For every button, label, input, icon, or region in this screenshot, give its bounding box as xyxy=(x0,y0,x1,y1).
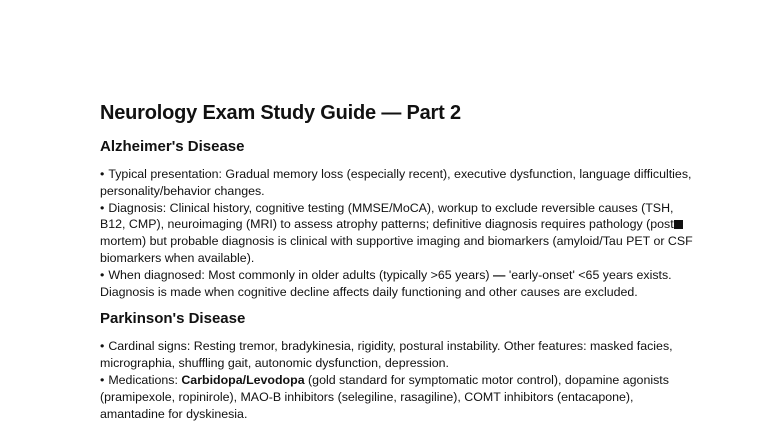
bullet-text: When diagnosed: Most commonly in older adults (typically >65 years) xyxy=(108,267,490,282)
bullet-icon: • xyxy=(100,339,105,354)
section-heading-parkinsons: Parkinson's Disease xyxy=(100,310,246,328)
bullet-text: mortem) but probable diagnosis is clinical with supportive imaging and biomarkers (amyloid/Tau PET or CSF biomarkers when available). xyxy=(100,234,693,265)
bullet-text: Diagnosis: Clinical history, cognitive testing (MMSE/MoCA), workup to exclude reversible causes (TSH, B12, CMP), neuroimaging (MRI) to assess atrophy patterns; definitive diagnosis requires pathology (post xyxy=(100,200,674,232)
list-item xyxy=(100,372,700,422)
list-item xyxy=(100,200,700,267)
bullet-icon: • xyxy=(100,167,105,181)
list-item xyxy=(100,267,700,301)
bullet-text: Cardinal signs: Resting tremor, bradykinesia, rigidity, postural instability. Other features: masked facies, micrographia, shuffling gait, autonomic dysfunction, depression. xyxy=(100,339,673,371)
page-title: Neurology Exam Study Guide — Part 2 xyxy=(100,102,461,124)
section-heading-alzheimers: Alzheimer's Disease xyxy=(100,138,245,155)
bullet-text: Medications: xyxy=(108,372,178,387)
bullet-icon: • xyxy=(100,200,105,215)
list-item xyxy=(100,338,700,372)
bullet-text: (gold standard for symptomatic motor control), dopamine agonists (pramipexole, ropinirole), MAO-B inhibitors (selegiline, rasagiline), COMT inhibitors (entacapone), amantadine for dyskinesia. xyxy=(100,372,669,421)
em-dash: — xyxy=(493,267,506,282)
drug-name-emphasis: Carbidopa/Levodopa xyxy=(181,372,305,387)
bullet-text: Typical presentation: Gradual memory loss (especially recent), executive dysfunction, language difficulties, personality/behavior changes. xyxy=(100,167,692,198)
bullet-icon: • xyxy=(100,372,105,387)
bullet-icon: • xyxy=(100,267,105,282)
document-page xyxy=(100,100,700,422)
parkinsons-bullet-list xyxy=(100,338,700,422)
alzheimers-bullet-list xyxy=(100,166,700,300)
list-item xyxy=(100,166,700,200)
bullet-text: 'early-onset' <65 years exists. Diagnosis is made when cognitive decline affects daily functioning and other causes are excluded. xyxy=(100,267,672,299)
black-square-glyph-icon xyxy=(674,220,683,229)
